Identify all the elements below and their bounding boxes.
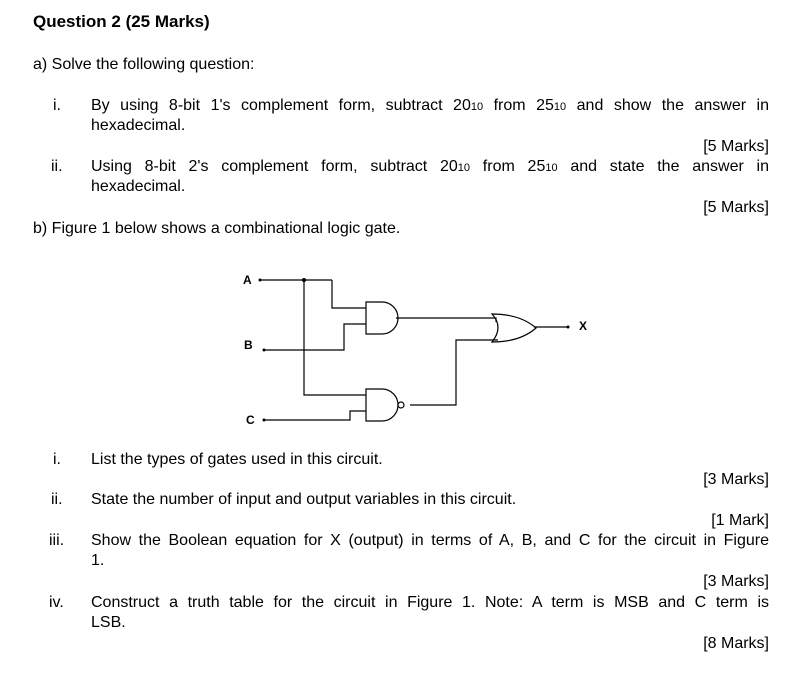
part-a-item-2-number: ii. (51, 158, 63, 175)
wire-and1-to-or (396, 318, 496, 322)
nand-bubble (398, 402, 404, 408)
or-gate (492, 314, 536, 342)
logic-circuit-figure (230, 262, 610, 430)
part-a-item-1-line2: hexadecimal. (91, 117, 186, 134)
part-a-item-1-number: i. (53, 97, 61, 114)
wire-b-to-and1 (264, 324, 366, 350)
part-b-item-4-line1: Construct a truth table for the circuit in Figure 1. Note: A term is MSB and C term is (91, 594, 769, 611)
wire-a-to-and1 (332, 280, 366, 308)
part-b-item-1-marks: [3 Marks] (703, 471, 769, 488)
input-dot-b (263, 349, 266, 352)
part-b-item-2-marks: [1 Mark] (711, 512, 769, 529)
label-a: A (243, 273, 252, 287)
part-b-item-1-number: i. (53, 451, 61, 468)
wire-a-to-and2 (304, 280, 366, 395)
part-a-item-1-marks: [5 Marks] (703, 138, 769, 155)
label-b: B (244, 338, 253, 352)
part-a-item-2-line2: hexadecimal. (91, 178, 186, 195)
part-a-item-1-line1: By using 8-bit 1's complement form, subtract 2010 from 2510 and show the answer in (91, 97, 770, 114)
part-a-item-2-marks: [5 Marks] (703, 199, 769, 216)
part-a-item-2-line1: Using 8-bit 2's complement form, subtract 2010 from 2510 and state the answer in (91, 158, 769, 175)
part-b-item-3-line1: Show the Boolean equation for X (output) in terms of A, B, and C for the circuit in Figure (91, 532, 769, 549)
input-dot-c (263, 419, 266, 422)
question-title: Question 2 (25 Marks) (33, 12, 210, 31)
part-b-item-2-text: State the number of input and output variables in this circuit. (91, 491, 517, 508)
part-b-item-4-line2: LSB. (91, 614, 126, 631)
junction-a (302, 278, 306, 282)
wire-c-to-and2 (264, 411, 366, 420)
nand-gate (366, 389, 398, 421)
input-dot-a (259, 279, 262, 282)
part-b-item-3-line2: 1. (91, 552, 105, 569)
wire-nand-to-or (410, 340, 498, 405)
part-b-item-2-number: ii. (51, 491, 63, 508)
output-dot-x (567, 326, 570, 329)
label-x: X (579, 319, 588, 333)
part-a-heading: a) Solve the following question: (33, 56, 255, 73)
label-c: C (246, 413, 255, 427)
part-b-item-1-text: List the types of gates used in this circuit. (91, 451, 383, 468)
part-b-item-3-marks: [3 Marks] (703, 573, 769, 590)
part-b-item-3-number: iii. (49, 532, 65, 549)
part-b-item-4-marks: [8 Marks] (703, 635, 769, 652)
and-gate-1 (366, 302, 398, 334)
part-b-item-4-number: iv. (49, 594, 64, 611)
part-b-heading: b) Figure 1 below shows a combinational logic gate. (33, 220, 401, 237)
